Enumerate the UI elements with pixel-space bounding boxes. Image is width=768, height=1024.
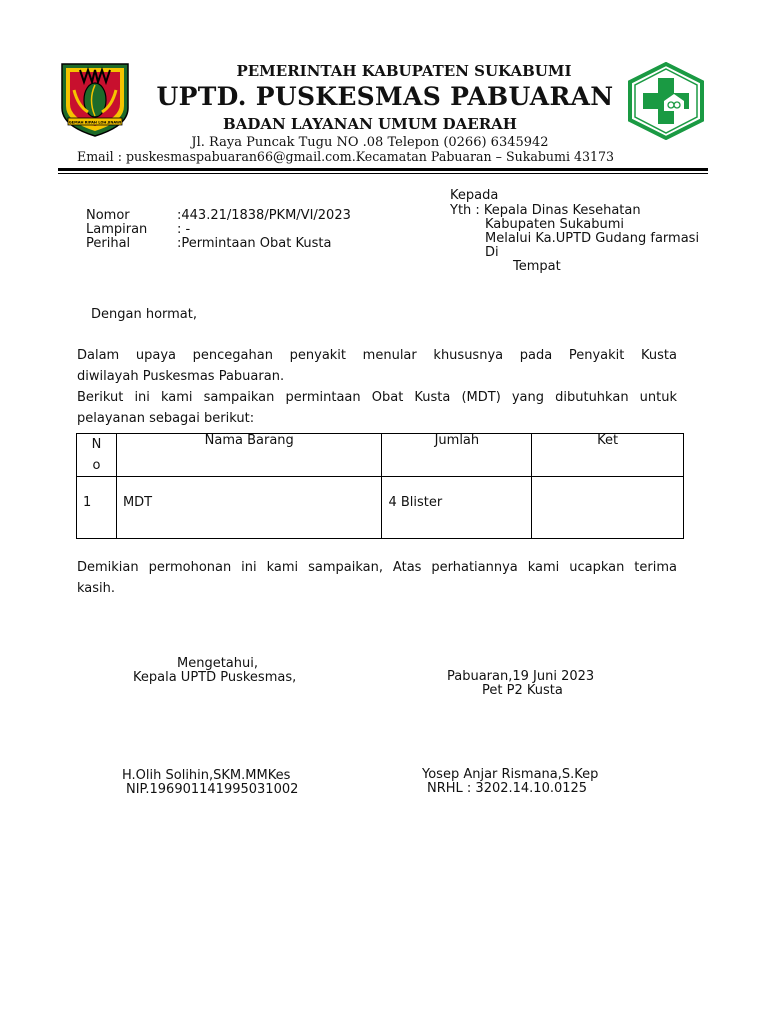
closing-line-2: kasih.	[77, 581, 116, 596]
header-qty: Jumlah	[382, 434, 532, 477]
left-title-1: Mengetahui,	[177, 656, 258, 671]
right-title: Pet P2 Kusta	[482, 683, 563, 698]
recipient-line3: Melalui Ka.UPTD Gudang farmasi	[485, 231, 700, 246]
header-no-2: o	[92, 458, 101, 473]
lampiran-value: : -	[177, 222, 191, 237]
paragraph-2-line-2: pelayanan sebagai berikut:	[77, 411, 255, 426]
perihal-value: :Permintaan Obat Kusta	[177, 236, 332, 251]
header-note: Ket	[532, 434, 684, 477]
header-rule-thin	[58, 173, 708, 174]
recipient-kepada: Kepada	[450, 188, 499, 203]
unit-name: BADAN LAYANAN UMUM DAERAH	[223, 115, 517, 133]
items-table	[76, 433, 684, 539]
header-no	[77, 434, 117, 477]
government-name: PEMERINTAH KABUPATEN SUKABUMI	[236, 62, 572, 80]
row-no: 1	[77, 477, 117, 539]
recipient-yth: Yth : Kepala Dinas Kesehatan	[450, 203, 641, 218]
right-name: Yosep Anjar Rismana,S.Kep	[422, 767, 599, 782]
header-no-1: N	[91, 437, 102, 452]
table-row	[77, 477, 684, 539]
row-note	[532, 477, 684, 539]
nomor-label: Nomor	[86, 208, 130, 223]
perihal-label: Perihal	[86, 236, 131, 251]
recipient-line4: Di	[485, 245, 499, 260]
greeting: Dengan hormat,	[91, 307, 198, 322]
email-line: Email : puskesmaspabuaran66@gmail.com.Kecamatan Pabuaran – Sukabumi 43173	[77, 149, 615, 164]
closing-line-1: Demikian permohonan ini kami sampaikan, Atas perhatiannya kami ucapkan terima	[77, 560, 677, 575]
organization-name: UPTD. PUSKESMAS PABUARAN	[156, 82, 614, 111]
recipient-line2: Kabupaten Sukabumi	[485, 217, 624, 232]
nomor-value: :443.21/1838/PKM/VI/2023	[177, 208, 351, 223]
row-qty: 4 Blister	[382, 477, 532, 539]
table-header-row	[77, 434, 684, 477]
paragraph-1-line-2: diwilayah Puskesmas Pabuaran.	[77, 369, 285, 384]
header-name: Nama Barang	[116, 434, 382, 477]
paragraph-2-line-1: Berikut ini kami sampaikan permintaan Obat Kusta (MDT) yang dibutuhkan untuk	[77, 390, 677, 405]
row-name: MDT	[116, 477, 382, 539]
right-place-date: Pabuaran,19 Juni 2023	[447, 669, 595, 684]
header-rule-thick	[58, 168, 708, 171]
left-name: H.Olih Solihin,SKM.MMKes	[122, 768, 291, 783]
paragraph-1-line-1: Dalam upaya pencegahan penyakit menular khususnya pada Penyakit Kusta	[77, 348, 677, 363]
recipient-line5: Tempat	[513, 259, 561, 274]
address-line: Jl. Raya Puncak Tugu NO .08 Telepon (0266) 6345942	[191, 135, 549, 150]
lampiran-label: Lampiran	[86, 222, 148, 237]
left-id: NIP.196901141995031002	[126, 782, 299, 797]
emblem-motto: GEMAH RIPAH LOH JINAWI	[68, 120, 122, 125]
left-title-2: Kepala UPTD Puskesmas,	[133, 670, 297, 685]
right-id: NRHL : 3202.14.10.0125	[427, 781, 588, 796]
